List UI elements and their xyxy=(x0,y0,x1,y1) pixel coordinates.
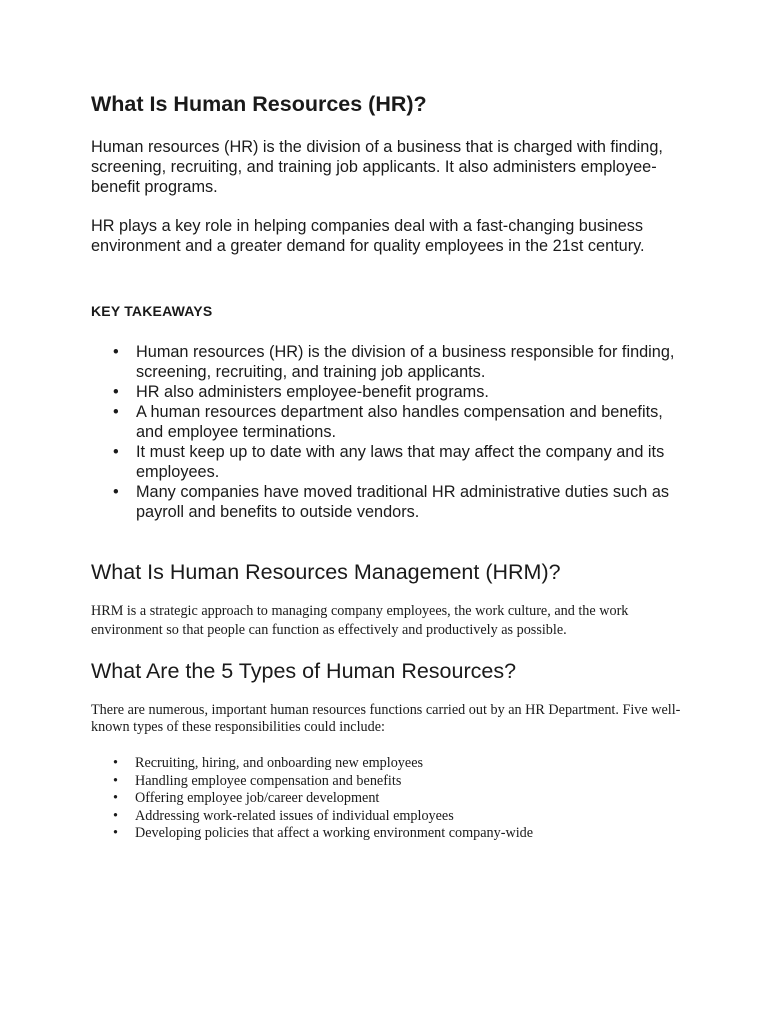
bullet-marker: • xyxy=(113,807,118,824)
bullet-marker: • xyxy=(113,443,119,461)
list-item-text: Human resources (HR) is the division of a business responsible for finding, screening, recruiting, and training job applicants. xyxy=(136,343,675,381)
list-item-text: HR also administers employee-benefit programs. xyxy=(136,383,489,401)
list-item xyxy=(91,755,691,773)
list-item-text: Addressing work-related issues of individual employees xyxy=(135,807,454,824)
list-item-text: A human resources department also handles compensation and benefits, and employee terminations. xyxy=(136,403,663,441)
paragraph-five-types-intro: There are numerous, important human resources functions carried out by an HR Department. Five well-known types of these responsibilities could include: xyxy=(91,702,681,735)
paragraph-hr-definition: Human resources (HR) is the division of a business that is charged with finding, screening, recruiting, and training job applicants. It also administers employee-benefit programs. xyxy=(91,138,663,196)
bullet-marker: • xyxy=(113,343,119,361)
list-item xyxy=(91,825,691,843)
list-item-text: Developing policies that affect a working environment company-wide xyxy=(135,825,534,842)
bullet-marker: • xyxy=(113,755,118,771)
list-item xyxy=(91,442,681,482)
list-item-text: Handling employee compensation and benefits xyxy=(135,772,402,789)
list-item xyxy=(91,342,681,382)
five-types-list xyxy=(91,755,691,843)
bullet-marker: • xyxy=(113,772,118,789)
heading-key-takeaways: KEY TAKEAWAYS xyxy=(91,303,213,319)
list-item xyxy=(91,382,681,402)
bullet-marker: • xyxy=(113,403,119,421)
list-item xyxy=(91,773,691,791)
list-item-text: Many companies have moved traditional HR administrative duties such as payroll and benefits to outside vendors. xyxy=(136,483,670,521)
list-item xyxy=(91,808,691,826)
bullet-marker: • xyxy=(113,790,118,807)
heading-what-is-hrm: What Is Human Resources Management (HRM)? xyxy=(91,560,561,584)
bullet-marker: • xyxy=(113,483,119,501)
list-item xyxy=(91,482,681,522)
heading-what-is-hr: What Is Human Resources (HR)? xyxy=(91,92,427,116)
paragraph-hr-role: HR plays a key role in helping companies deal with a fast-changing business environment and a greater demand for quality employees in the 21st century. xyxy=(91,217,645,255)
list-item-text: It must keep up to date with any laws that may affect the company and its employees. xyxy=(136,443,665,481)
key-takeaways-list xyxy=(91,342,691,522)
list-item-text: Recruiting, hiring, and onboarding new employees xyxy=(135,755,424,771)
paragraph-hrm-definition: HRM is a strategic approach to managing company employees, the work culture, and the work environment so that people can function as effectively and productively as possible. xyxy=(91,603,629,638)
list-item-text: Offering employee job/career development xyxy=(135,790,380,807)
bullet-marker: • xyxy=(113,825,118,842)
list-item xyxy=(91,790,691,808)
heading-five-types: What Are the 5 Types of Human Resources? xyxy=(91,659,517,683)
bullet-marker: • xyxy=(113,383,119,401)
list-item xyxy=(91,402,681,442)
